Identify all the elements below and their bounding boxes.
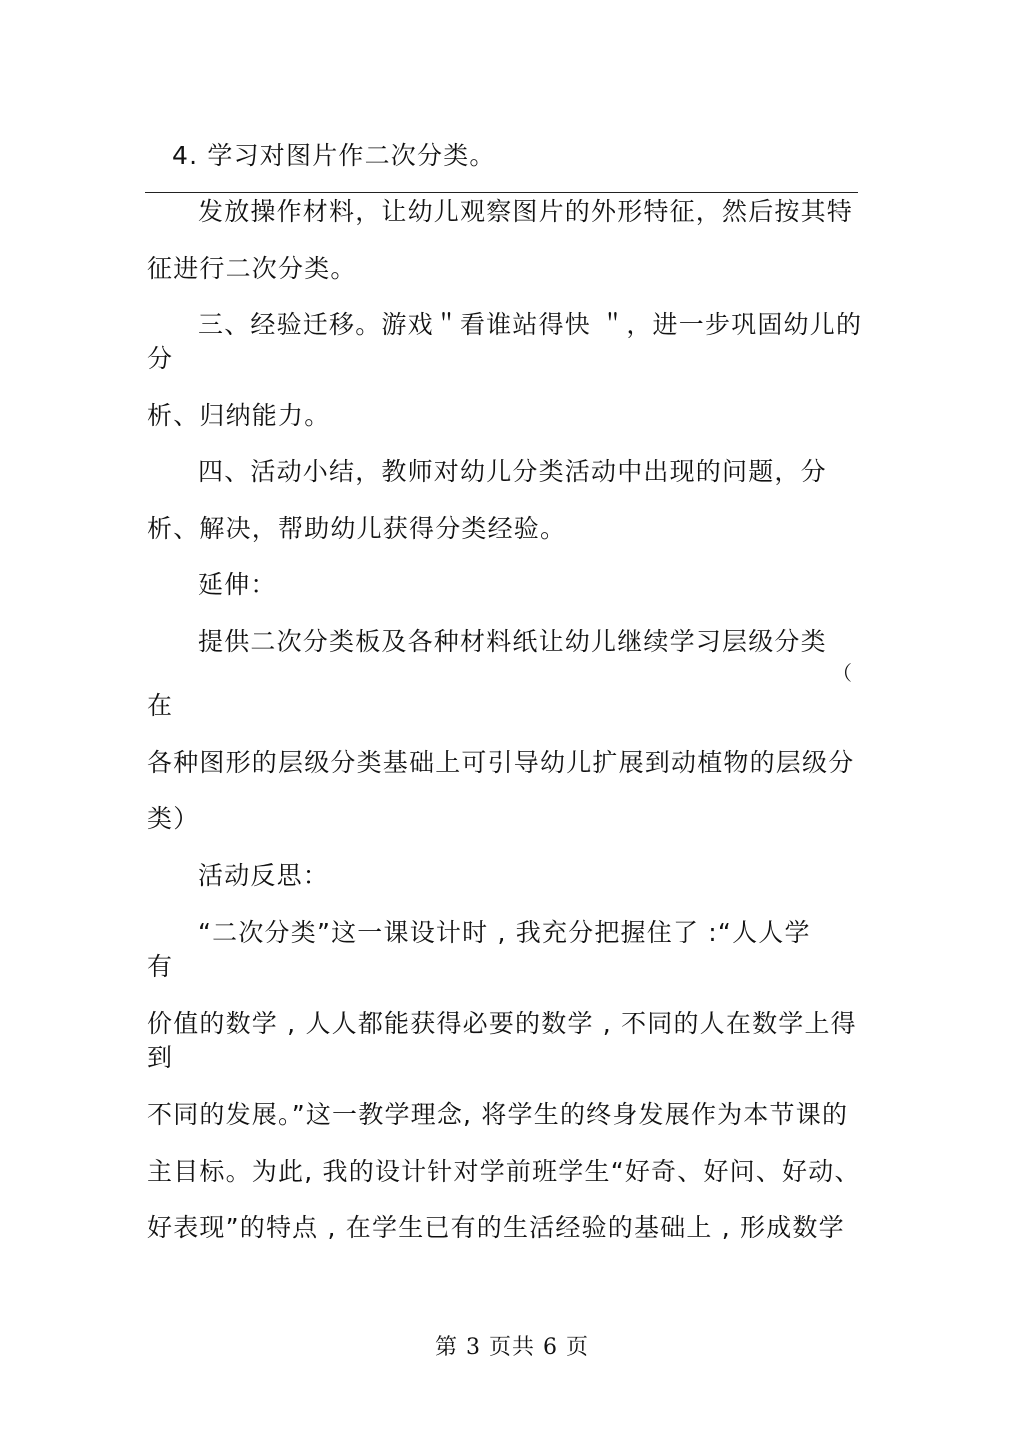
paragraph-line: 析、归纳能力。 [147, 401, 331, 430]
paragraph-line: 到 [147, 1043, 174, 1072]
paragraph-line: 分 [147, 344, 174, 373]
paragraph-line: 四、活动小结，教师对幼儿分类活动中出现的问题，分 [198, 457, 827, 486]
open-paren: （ [832, 661, 852, 685]
paragraph-line: 发放操作材料，让幼儿观察图片的外形特征，然后按其特 [198, 197, 854, 226]
paragraph-line: 主目标。为此, 我的设计针对学前班学生“好奇、好问、好动、 [147, 1157, 861, 1186]
paragraph-line: 三、经验迁移。游戏＂看谁站得快 ＂，进一步巩固幼儿的 [198, 310, 863, 339]
section-label-reflection: 活动反思： [198, 861, 330, 890]
paragraph-line: 各种图形的层级分类基础上可引导幼儿扩展到动植物的层级分 [147, 748, 855, 777]
section-label-extension: 延伸： [198, 570, 277, 599]
paragraph-line: 征进行二次分类。 [147, 254, 357, 283]
paragraph-line: “二次分类”这一课设计时 , 我充分把握住了 :“人人学 [198, 918, 811, 947]
paragraph-line: 不同的发展。”这一教学理念, 将学生的终身发展作为本节课的 [147, 1100, 849, 1129]
paragraph-line: 提供二次分类板及各种材料纸让幼儿继续学习层级分类 [198, 627, 827, 656]
paragraph-line: 有 [147, 952, 174, 981]
heading-step-4: 4. 学习对图片作二次分类。 [172, 141, 496, 170]
paragraph-line: 类） [147, 804, 200, 833]
paragraph-line: 好表现”的特点 , 在学生已有的生活经验的基础上 , 形成数学 [147, 1213, 845, 1242]
paragraph-line: 析、解决，帮助幼儿获得分类经验。 [147, 514, 567, 543]
paragraph-line: 价值的数学 , 人人都能获得必要的数学 , 不同的人在数学上得 [147, 1009, 857, 1038]
page-number-footer: 第 3 页共 6 页 [435, 1335, 589, 1360]
horizontal-rule [145, 192, 858, 193]
paragraph-line: 在 [147, 691, 174, 720]
